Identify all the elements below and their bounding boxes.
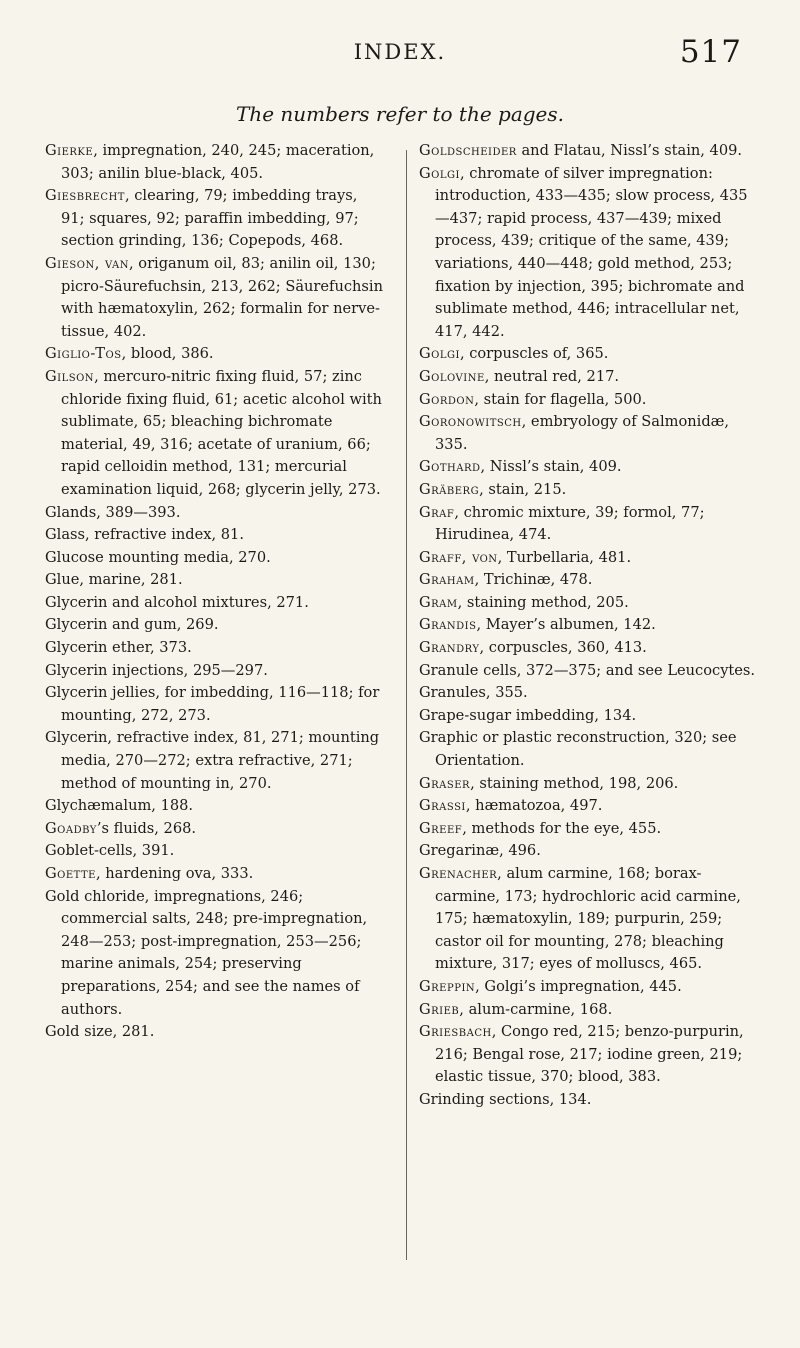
- index-entry: [45, 886, 385, 1022]
- entry-author: Gram: [419, 593, 458, 611]
- entry-text: Glycerin jellies, for imbedding, 116—118; for mounting, 272, 273.: [45, 684, 380, 724]
- entry-text: Goblet-cells, 391.: [45, 842, 175, 860]
- entry-text: Glycerin, refractive index, 81, 271; mounting media, 270—272; extra refractive, 271; method of mounting in, 270.: [45, 729, 380, 792]
- entry-text: , Golgi’s impregnation, 445.: [475, 977, 682, 995]
- index-entry: [419, 818, 759, 841]
- entry-author: Graf: [419, 503, 455, 521]
- index-entry: [419, 140, 759, 163]
- entry-text: , clearing, 79; imbedding trays, 91; squares, 92; paraffin imbedding, 97; section grinding, 136; Copepods, 468.: [61, 187, 359, 250]
- index-entry: [419, 547, 759, 570]
- entry-author: Goadby: [45, 819, 97, 837]
- entry-text: ’s fluids, 268.: [96, 819, 197, 837]
- entry-text: , corpuscles, 360, 413.: [479, 639, 647, 657]
- entry-author: Greef: [419, 819, 463, 837]
- entry-text: Grape-sugar imbedding, 134.: [419, 706, 637, 724]
- entry-text: , neutral red, 217.: [484, 367, 620, 385]
- index-entry: [45, 660, 385, 683]
- entry-text: , blood, 386.: [121, 345, 214, 363]
- index-entry: [419, 727, 759, 772]
- entry-text: , Turbellaria, 481.: [497, 548, 632, 566]
- entry-author: Gierke: [45, 142, 94, 159]
- entry-author: Grenacher: [419, 865, 498, 882]
- index-entry: [419, 705, 759, 728]
- index-entry: [45, 502, 385, 525]
- entry-text: , chromate of silver impregnation: introduction, 433—435; slow process, 435—437; rapid process, 437—439; mixed process, 439; critique of the same, 439; variations, 440—448; gold method, 253; fixation by injection, 395; bichromate and sublimate method, 446; intracellular net, 417, 442.: [435, 164, 748, 340]
- entry-text: Granules, 355.: [419, 684, 528, 702]
- index-entry: [45, 614, 385, 637]
- entry-text: , Nissl’s stain, 409.: [480, 458, 622, 476]
- entry-text: Granule cells, 372—375; and see Leucocytes.: [419, 661, 756, 679]
- entry-text: Glands, 389—393.: [45, 503, 181, 521]
- index-entry: [45, 140, 385, 185]
- entry-author: Grandry: [419, 639, 480, 657]
- index-entry: [45, 547, 385, 570]
- index-entry: [45, 840, 385, 863]
- index-entry: [419, 1089, 759, 1112]
- index-entry: [419, 773, 759, 796]
- index-entry: [45, 682, 385, 727]
- entry-author: Goldscheider: [419, 142, 517, 159]
- entry-text: , staining method, 205.: [457, 593, 629, 611]
- index-entry: [45, 366, 385, 502]
- entry-text: , methods for the eye, 455.: [462, 819, 662, 837]
- entry-text: , origanum oil, 83; anilin oil, 130; picro-Säurefuchsin, 213, 262; Säurefuchsin with hæmatoxylin, 262; formalin for nerve-tissue, 402.: [61, 254, 383, 340]
- column-divider: [406, 150, 407, 1260]
- entry-text: , staining method, 198, 206.: [470, 774, 679, 792]
- entry-author: Gothard: [419, 458, 481, 476]
- entry-text: , Congo red, 215; benzo-purpurin, 216; Bengal rose, 217; iodine green, 219; elastic tissue, 370; blood, 383.: [435, 1023, 744, 1086]
- entry-text: Glycerin injections, 295—297.: [45, 661, 268, 679]
- index-entry: [45, 818, 385, 841]
- entry-text: and Flatau, Nissl’s stain, 409.: [516, 142, 743, 159]
- entry-text: , chromic mixture, 39; formol, 77; Hirudinea, 474.: [435, 503, 705, 544]
- entry-author: Graser: [419, 774, 471, 792]
- entry-text: Glycerin ether, 373.: [45, 639, 192, 657]
- index-entry: [419, 614, 759, 637]
- entry-author: Gordon: [419, 390, 475, 408]
- entry-text: Glycerin and alcohol mixtures, 271.: [45, 593, 309, 611]
- entry-text: Gregarinæ, 496.: [419, 842, 541, 860]
- index-entry: [45, 185, 385, 253]
- entry-text: Gold chloride, impregnations, 246; commercial salts, 248; pre-impregnation, 248—253; post-impregnation, 253—256; marine animals, 254; preserving preparations, 254; and see the names of authors.: [45, 887, 368, 1018]
- index-entry: [45, 592, 385, 615]
- left-column: [45, 140, 385, 1044]
- entry-author: Golgi: [419, 345, 460, 363]
- entry-author: Graff, von: [419, 548, 498, 566]
- entry-text: , hardening ova, 333.: [95, 865, 254, 882]
- entry-text: Glue, marine, 281.: [45, 571, 183, 589]
- entry-text: , corpuscles of, 365.: [459, 345, 609, 363]
- index-entry: [45, 343, 385, 366]
- entry-author: Goronowitsch: [419, 413, 522, 431]
- index-entry: [419, 163, 759, 344]
- index-entry: [419, 569, 759, 592]
- index-entry: [45, 524, 385, 547]
- entry-text: Glychæmalum, 188.: [45, 797, 194, 815]
- entry-author: Grieb: [419, 1000, 460, 1018]
- index-entry: [45, 569, 385, 592]
- entry-author: Griesbach: [419, 1023, 492, 1041]
- entry-text: Glass, refractive index, 81.: [45, 526, 244, 544]
- page-title: INDEX.: [353, 40, 447, 64]
- page-number: 517: [679, 34, 742, 70]
- index-entry: [419, 840, 759, 863]
- entry-author: Gräberg: [419, 480, 480, 498]
- index-entry: [419, 389, 759, 412]
- index-entry: [419, 502, 759, 547]
- entry-text: , stain for flagella, 500.: [474, 390, 647, 408]
- entry-text: , stain, 215.: [479, 480, 567, 498]
- entry-text: , alum-carmine, 168.: [459, 1000, 613, 1018]
- entry-author: Golgi: [419, 164, 460, 182]
- entry-text: Grinding sections, 134.: [419, 1090, 592, 1108]
- entry-text: , hæmatozoa, 497.: [465, 797, 603, 815]
- entry-author: Golovine: [419, 367, 485, 385]
- entry-text: , Mayer’s albumen, 142.: [476, 616, 656, 634]
- index-entry: [45, 253, 385, 343]
- index-entry: [419, 682, 759, 705]
- index-entry: [419, 1021, 759, 1089]
- entry-author: Grandis: [419, 616, 477, 634]
- entry-author: Goette: [45, 865, 96, 882]
- index-entry: [419, 592, 759, 615]
- index-entry: [419, 863, 759, 976]
- entry-author: Greppin: [419, 977, 476, 995]
- running-head: [0, 34, 800, 74]
- index-entry: [419, 366, 759, 389]
- index-entry: [45, 863, 385, 886]
- entry-text: Graphic or plastic reconstruction, 320; see Orientation.: [419, 729, 737, 770]
- entry-author: Giesbrecht: [45, 187, 125, 205]
- entry-author: Giglio-Tos: [45, 345, 122, 363]
- entry-text: , Trichinæ, 478.: [474, 571, 593, 589]
- entry-text: , impregnation, 240, 245; maceration, 303; anilin blue-black, 405.: [61, 142, 375, 182]
- index-entry: [419, 999, 759, 1022]
- index-entry: [419, 456, 759, 479]
- index-subtitle: The numbers refer to the pages.: [235, 102, 565, 126]
- entry-author: Gilson: [45, 367, 95, 385]
- index-entry: [45, 1021, 385, 1044]
- entry-author: Graham: [419, 571, 475, 589]
- index-entry: [419, 343, 759, 366]
- index-entry: [45, 795, 385, 818]
- index-entry: [45, 637, 385, 660]
- entry-author: Grassi: [419, 797, 466, 815]
- index-entry: [419, 976, 759, 999]
- entry-text: Glucose mounting media, 270.: [45, 548, 271, 566]
- entry-text: , mercuro-nitric fixing fluid, 57; zinc chloride fixing fluid, 61; acetic alcohol with sublimate, 65; bleaching bichromate material, 49, 316; acetate of uranium, 66; rapid celloidin method, 131; mercurial examination liquid, 268; glycerin jelly, 273.: [61, 367, 382, 498]
- right-column: [419, 140, 759, 1112]
- index-entry: [419, 660, 759, 683]
- entry-text: , alum carmine, 168; borax-carmine, 173; hydrochloric acid carmine, 175; hæmatoxylin, 189; purpurin, 259; castor oil for mounting, 278; bleaching mixture, 317; eyes of molluscs, 465.: [435, 865, 741, 973]
- entry-text: , embryology of Salmonidæ, 335.: [435, 413, 730, 453]
- index-entry: [419, 795, 759, 818]
- entry-author: Gieson, van: [45, 254, 129, 272]
- index-entry: [419, 637, 759, 660]
- index-entry: [419, 479, 759, 502]
- entry-text: Gold size, 281.: [45, 1023, 155, 1041]
- index-entry: [419, 411, 759, 456]
- index-entry: [45, 727, 385, 795]
- entry-text: Glycerin and gum, 269.: [45, 616, 219, 634]
